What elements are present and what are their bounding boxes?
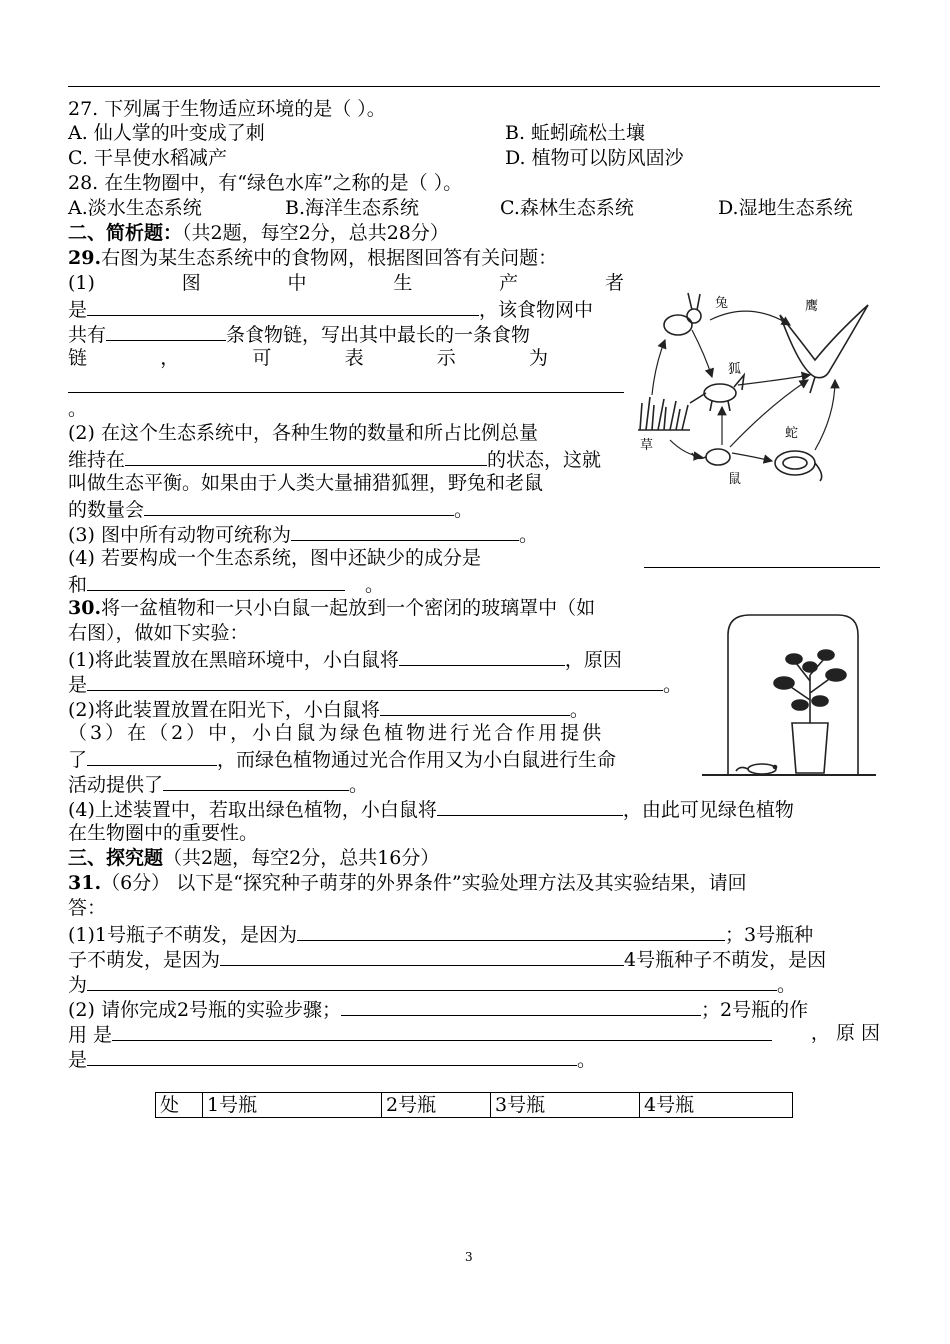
q30-l3b: ，原因 xyxy=(564,649,622,671)
section2-head: 二、简析题： xyxy=(68,222,183,244)
fox-icon xyxy=(690,375,744,411)
q29-p4-line1 xyxy=(68,546,880,571)
q29-line4 xyxy=(68,346,548,371)
q31-l4b: 4号瓶种子不萌发，是因 xyxy=(624,949,827,971)
glass-jar xyxy=(728,615,858,775)
q29-p4-line2 xyxy=(68,571,384,598)
q30-number: 30. xyxy=(68,597,102,619)
q31-l6a: (2) 请你完成2号瓶的实验步骤； xyxy=(68,999,342,1021)
table-cell: 3号瓶 xyxy=(491,1093,640,1118)
q29-l1-w5: 者 xyxy=(604,272,624,294)
answer-blank[interactable] xyxy=(106,321,226,341)
q30-line1 xyxy=(68,596,595,621)
q29-p3 xyxy=(68,521,538,548)
q29-p2d2: 。 xyxy=(454,499,474,521)
q30-l8b: 。 xyxy=(349,774,369,796)
label-mouse: 鼠 xyxy=(728,472,742,487)
q29-p2-line4 xyxy=(68,496,473,523)
q28-option-b: B.海洋生态系统 xyxy=(285,197,420,219)
q30-line10: 在生物圈中的重要性。 xyxy=(68,822,259,844)
q29-line3 xyxy=(68,321,530,348)
q31-line4 xyxy=(68,946,826,973)
q29-line1 xyxy=(68,271,624,296)
q30-l1: 将一盆植物和一只小白鼠一起放到一个密闭的玻璃罩中（如 xyxy=(101,597,596,619)
potted-plant-icon xyxy=(774,650,846,773)
q31-l8a: 是 xyxy=(68,1049,88,1071)
q31-l3b: ；3号瓶种 xyxy=(725,924,814,946)
q29-p4a: (4) 若要构成一个生态系统，图中还缺少的成分是 xyxy=(68,547,481,569)
label-eagle: 鹰 xyxy=(805,299,819,314)
q30-line2: 右图），做如下实验： xyxy=(68,622,249,644)
answer-blank[interactable] xyxy=(380,696,570,716)
q29-l4-w2: 可 xyxy=(252,347,272,369)
label-fox: 狐 xyxy=(728,362,742,377)
q31-line8 xyxy=(68,1046,596,1073)
q31-l6b: ；2号瓶的作 xyxy=(701,999,809,1021)
mouse-icon xyxy=(692,449,730,465)
q29-p2-line1: (2) 在这个生态系统中，各种生物的数量和所占比例总量 xyxy=(68,422,538,444)
q31-l1: （6分） 以下是“探究种子萌芽的外界条件”实验处理方法及其实验结果，请回 xyxy=(101,872,747,894)
q27-option-d: D. 植物可以防风固沙 xyxy=(505,147,684,169)
q29-l1-w2: 中 xyxy=(287,272,307,294)
q29-p2d1: 的数量会 xyxy=(68,499,145,521)
mouse-icon xyxy=(736,764,777,774)
section3-note: （共2题，每空2分，总共16分） xyxy=(163,847,440,869)
answer-blank[interactable] xyxy=(297,921,725,941)
q29-l4-w5: 为 xyxy=(528,347,548,369)
q27-stem: 27. 下列属于生物适应环境的是（ ）。 xyxy=(68,98,386,120)
q31-l3a: (1)1号瓶子不萌发，是因为 xyxy=(68,924,298,946)
q31-line3 xyxy=(68,921,813,948)
answer-line[interactable] xyxy=(68,374,624,393)
answer-blank[interactable] xyxy=(437,796,623,816)
q29-p2-line2 xyxy=(68,446,601,473)
label-snake: 蛇 xyxy=(785,426,799,441)
q29-l4-w4: 示 xyxy=(436,347,456,369)
q31-l7b: ， 原 因 xyxy=(810,1022,880,1044)
q29-p3a: (3) 图中所有动物可统称为 xyxy=(68,524,291,546)
section3-head: 三、探究题 xyxy=(68,847,164,869)
q29-p2-line3: 叫做生态平衡。如果由于人类大量捕猎狐狸，野兔和老鼠 xyxy=(68,472,544,494)
q29-p4c: 。 xyxy=(365,574,385,596)
table-cell: 4号瓶 xyxy=(640,1093,793,1118)
q31-line5 xyxy=(68,971,796,998)
q30-line4 xyxy=(68,671,682,698)
q27-option-b: B. 蚯蚓疏松土壤 xyxy=(505,122,646,144)
q30-l8a: 活动提供了 xyxy=(68,774,164,796)
q30-l5a: (2)将此装置放置在阳光下，小白鼠将 xyxy=(68,699,380,721)
q29-l4-w3: 表 xyxy=(344,347,364,369)
q31-l5a: 为 xyxy=(68,974,88,996)
q30-l9b: ，由此可见绿色植物 xyxy=(622,799,794,821)
section3-title xyxy=(68,846,439,871)
table-cell: 处 xyxy=(156,1093,203,1118)
q30-l9a: (4)上述装置中，若取出绿色植物，小白鼠将 xyxy=(68,799,437,821)
q28-option-d: D.湿地生态系统 xyxy=(718,197,853,219)
section2-title xyxy=(68,221,449,246)
header-rule xyxy=(68,86,880,87)
page-number: 3 xyxy=(465,1250,473,1264)
q31-l5b: 。 xyxy=(777,974,797,996)
q30-l3a: (1)将此装置放在黑暗环境中，小白鼠将 xyxy=(68,649,399,671)
answer-blank[interactable] xyxy=(341,996,701,1016)
q29-p2b1: 维持在 xyxy=(68,449,126,471)
q31-number: 31. xyxy=(68,872,102,894)
food-chain-arrows xyxy=(652,311,835,461)
answer-blank[interactable] xyxy=(125,446,487,466)
answer-blank[interactable] xyxy=(87,1046,577,1066)
q31-l8b: 。 xyxy=(577,1049,597,1071)
q31-line1 xyxy=(68,871,747,896)
q30-l5b: 。 xyxy=(569,699,589,721)
q29-l2b: ，该食物网中 xyxy=(479,299,594,321)
q29-p2b2: 的状态，这就 xyxy=(487,449,602,471)
answer-blank[interactable] xyxy=(87,296,479,316)
q30-l7b: ，而绿色植物通过光合作用又为小白鼠进行生命 xyxy=(217,749,617,771)
q30-line5 xyxy=(68,696,589,723)
rabbit-icon xyxy=(664,293,701,335)
q31-line6 xyxy=(68,996,808,1023)
q29-stem xyxy=(68,246,557,271)
q30-line3 xyxy=(68,646,622,673)
q30-line8 xyxy=(68,771,368,798)
grass-icon xyxy=(638,397,690,430)
q29-l2a: 是 xyxy=(68,299,88,321)
q30-l4b: 。 xyxy=(663,674,683,696)
answer-blank[interactable] xyxy=(87,746,217,766)
q30-line6: （3）在（2）中，小白鼠为绿色植物进行光合作用提供 xyxy=(68,722,605,744)
q30-line9 xyxy=(68,796,794,823)
q27-option-a: A. 仙人掌的叶变成了刺 xyxy=(68,122,265,144)
q31-l4a: 子不萌发，是因为 xyxy=(68,949,221,971)
answer-blank[interactable] xyxy=(644,548,880,568)
label-rabbit: 兔 xyxy=(715,296,729,311)
eagle-icon xyxy=(780,305,868,393)
answer-blank[interactable] xyxy=(291,521,519,541)
q29-p4b: 和 xyxy=(68,574,88,596)
q29-l3a: 共有 xyxy=(68,324,107,346)
q29-l1-w1: 图 xyxy=(181,272,201,294)
q28-option-c: C.森林生态系统 xyxy=(500,197,634,219)
label-grass: 草 xyxy=(640,438,654,453)
q31-line2: 答： xyxy=(68,897,107,919)
q29-p3b: 。 xyxy=(518,524,538,546)
q29-l4-w1: ， xyxy=(160,347,180,369)
answer-blank[interactable] xyxy=(144,496,454,516)
q29-l3b: 条食物链，写出其中最长的一条食物 xyxy=(226,324,531,346)
q29-line2 xyxy=(68,296,593,323)
q29-l1-w4: 产 xyxy=(499,272,519,294)
q29-text: 右图为某生态系统中的食物网，根据图回答有关问题： xyxy=(101,247,558,269)
q31-l7a: 用 是 xyxy=(68,1024,113,1046)
answer-blank[interactable] xyxy=(87,571,345,591)
answer-blank[interactable] xyxy=(87,971,777,991)
experiment-table xyxy=(155,1092,793,1118)
q30-line7 xyxy=(68,746,616,773)
answer-blank[interactable] xyxy=(87,671,663,691)
table-cell: 2号瓶 xyxy=(382,1093,491,1118)
q30-l7a: 了 xyxy=(68,749,88,771)
bell-jar-diagram xyxy=(700,605,880,785)
q30-l4a: 是 xyxy=(68,674,88,696)
snake-icon xyxy=(775,451,822,481)
q28-option-a: A.淡水生态系统 xyxy=(68,197,202,219)
answer-blank[interactable] xyxy=(399,646,565,666)
q29-l1-w3: 生 xyxy=(393,272,413,294)
food-web-diagram xyxy=(630,285,882,500)
q27-option-c: C. 干旱使水稻减产 xyxy=(68,147,227,169)
table-cell: 1号瓶 xyxy=(203,1093,382,1118)
answer-blank[interactable] xyxy=(163,771,349,791)
q29-l1-w0: (1) xyxy=(68,272,95,294)
section2-note: （共2题，每空2分，总共28分） xyxy=(182,222,449,244)
q31-line7 xyxy=(68,1021,880,1048)
q28-stem: 28. 在生物圈中，有“绿色水库”之称的是（ ）。 xyxy=(68,172,463,194)
q29-line5: 。 xyxy=(68,398,88,420)
answer-blank[interactable] xyxy=(112,1021,772,1041)
q29-l4-w0: 链 xyxy=(68,347,88,369)
answer-blank[interactable] xyxy=(220,946,624,966)
q29-number: 29. xyxy=(68,247,102,269)
table-row xyxy=(156,1093,793,1118)
